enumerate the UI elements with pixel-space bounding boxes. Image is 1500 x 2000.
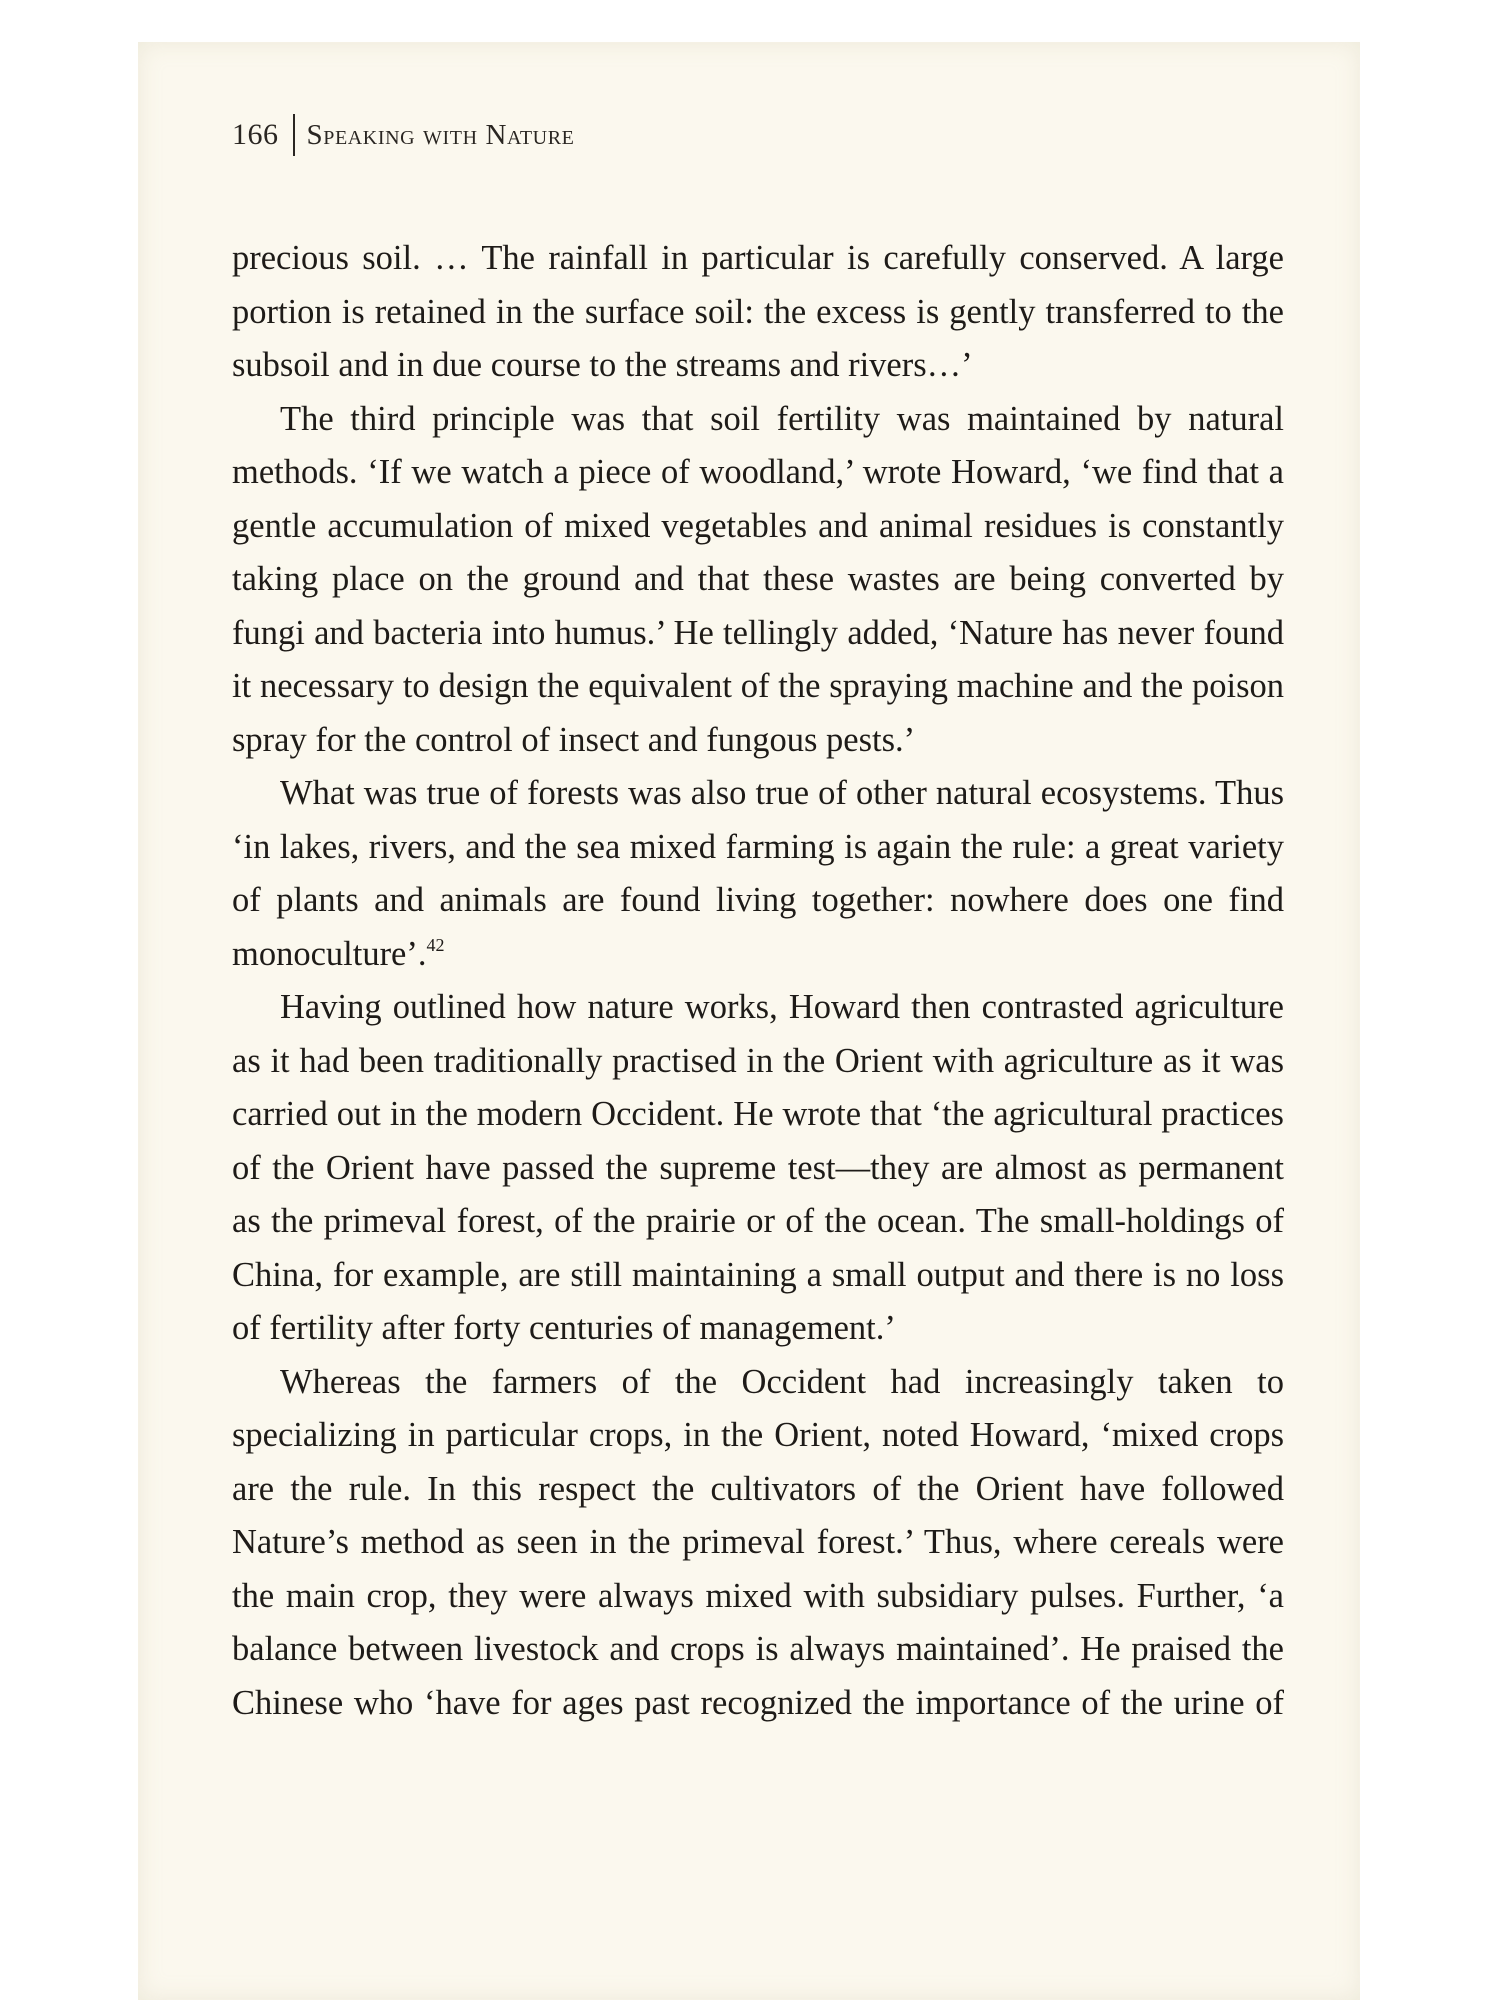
page-number: 166 — [232, 118, 279, 151]
paragraph — [232, 232, 1284, 393]
paragraph-text: What was true of forests was also true of other natural ecosystems. Thus ‘in lakes, rivers, and the sea mixed farming is again the rule: a great variety of plants and animals are found living together: nowhere does one find monoculture’. — [232, 774, 1284, 973]
paragraph-text: Having outlined how nature works, Howard then contrasted agriculture as it had been traditionally practised in the Orient with agriculture as it was carried out in the modern Occident. He wrote that ‘the agricultural practices of the Orient have passed the supreme test—they are almost as permanent as the primeval forest, of the prairie or of the ocean. The small-holdings of China, for example, are still maintaining a small output and there is no loss of fertility after forty centuries of management.’ — [232, 988, 1284, 1347]
page-header — [232, 112, 575, 158]
paragraph-text: Whereas the farmers of the Occident had increasingly taken to specializing in particular crops, in the Orient, noted Howard, ‘mixed crops are the rule. In this respect the cultivators of the Orient have followed Nature’s method as seen in the primeval forest.’ Thus, where cereals were the main crop, they were always mixed with subsidiary pulses. Further, ‘a balance between livestock and crops is always maintained’. He praised the Chinese who ‘have for ages past recognized the importance of the urine of — [232, 1362, 1284, 1722]
paragraph-text: precious soil. … The rainfall in particular is carefully conserved. A large portion is retained in the surface soil: the excess is gently transferred to the subsoil and in due course to the streams and rivers…’ — [232, 239, 1284, 384]
body-text — [232, 232, 1284, 1730]
paragraph — [232, 1356, 1284, 1731]
paragraph — [232, 981, 1284, 1356]
paragraph — [232, 767, 1284, 981]
header-divider — [293, 114, 295, 156]
footnote-reference: 42 — [426, 934, 445, 955]
paragraph — [232, 393, 1284, 768]
running-title: Speaking with Nature — [306, 118, 575, 151]
paragraph-text: The third principle was that soil fertility was maintained by natural methods. ‘If we watch a piece of woodland,’ wrote Howard, ‘we find that a gentle accumulation of mixed vegetables and animal residues is constantly taking place on the ground and that these wastes are being converted by fungi and bacteria into humus.’ He tellingly added, ‘Nature has never found it necessary to design the equivalent of the spraying machine and the poison spray for the control of insect and fungous pests.’ — [232, 399, 1284, 759]
